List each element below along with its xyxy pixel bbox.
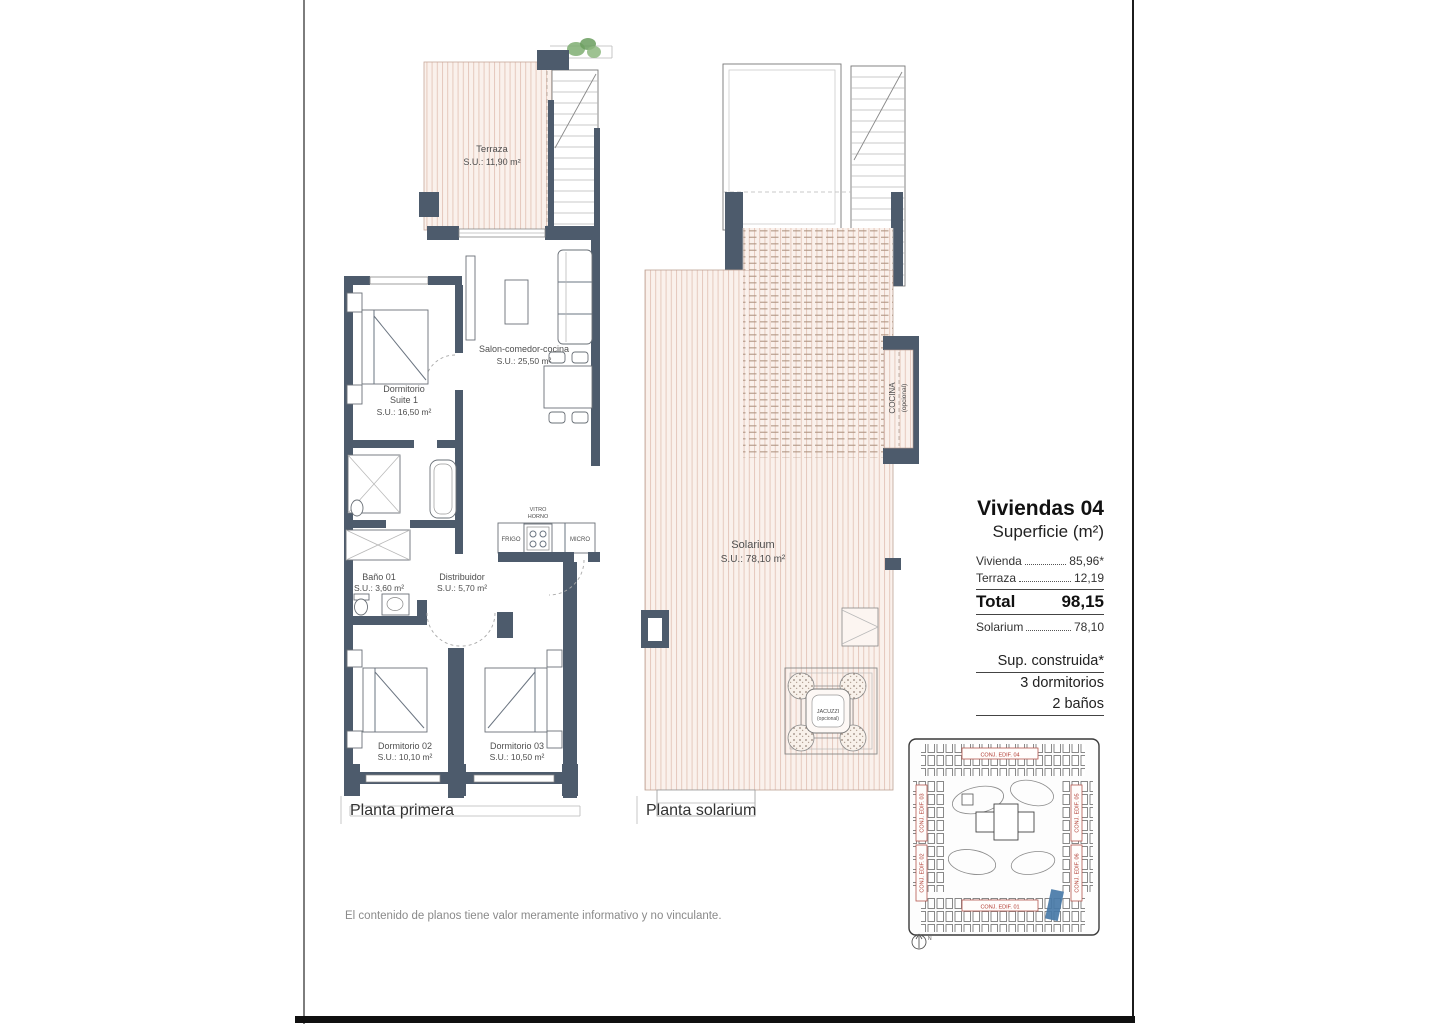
compass-icon (912, 934, 932, 949)
banos-count: 2 baños (976, 694, 1104, 716)
cocina-opcional (883, 336, 919, 464)
dorm03-area: S.U.: 10,50 m² (489, 752, 545, 762)
suite-label-2: Suite 1 (389, 395, 419, 405)
salon-label: Salon-comedor-cocina (478, 344, 570, 354)
suite-label-1: Dormitorio (383, 384, 425, 394)
edif03-label: CONJ. EDIF. 03 (919, 793, 926, 833)
info-subtitle: Superficie (m²) (992, 522, 1104, 541)
dot-leader (1019, 581, 1071, 582)
planta-primera-plan (341, 38, 612, 824)
dorm03-window (474, 775, 554, 782)
edif06-label: CONJ. EDIF. 06 (1074, 853, 1081, 893)
solarium-label: Solarium (731, 539, 775, 551)
dormitorios-count: 3 dormitorios (1020, 675, 1104, 691)
row-solarium-value: 78,10 (1073, 620, 1104, 634)
row-vivienda-value: 85,96* (1069, 554, 1104, 568)
frigo-label: FRIGO (501, 537, 521, 543)
bano-label: Baño 01 (362, 572, 396, 582)
dorm03-label: Dormitorio 03 (489, 741, 545, 751)
dorm02-label: Dormitorio 02 (377, 741, 433, 751)
suite-bathroom (346, 455, 456, 560)
bano-area: S.U.: 3,60 m² (353, 583, 405, 593)
bano-fixtures (354, 594, 409, 615)
pergola (743, 228, 893, 458)
total-label: Total (976, 592, 1016, 611)
row-vivienda (976, 553, 1104, 570)
cocina-sub-label: (opcional) (901, 383, 908, 413)
row-terraza-label: Terraza (976, 571, 1017, 585)
north-label: N (928, 936, 932, 942)
dorm02-area: S.U.: 10,10 m² (377, 752, 433, 762)
suite-window (370, 277, 428, 284)
jacuzzi-label: JACUZZI (816, 709, 840, 715)
micro-label: MICRO (570, 537, 590, 543)
total-value: 98,15 (1061, 592, 1104, 611)
planta-primera-caption: Planta primera (350, 802, 455, 819)
jacuzzi-sub-label: (opcional) (817, 716, 839, 722)
kitchen-counter (498, 507, 595, 553)
sup-construida: Sup. construida* (976, 651, 1104, 673)
sofa (558, 250, 592, 344)
terraza-label: Terraza (476, 144, 508, 155)
dot-leader (1026, 630, 1071, 631)
row-terraza (976, 570, 1104, 587)
plant-icon (567, 38, 601, 58)
planta-solarium-plan (637, 64, 919, 824)
vitro-label: VITRO (529, 507, 547, 513)
row-solarium-label: Solarium (976, 620, 1024, 634)
chimney-box (641, 610, 669, 648)
dot-leader (1025, 564, 1066, 565)
row-vivienda-label: Vivienda (976, 554, 1022, 568)
cocina-label: COCINA (888, 382, 897, 414)
site-plan (909, 739, 1099, 949)
distrib-area: S.U.: 5,70 m² (436, 583, 488, 593)
suite-area: S.U.: 16,50 m² (376, 407, 432, 417)
planta-solarium-caption: Planta solarium (646, 802, 757, 819)
stairs-primera (548, 70, 600, 230)
edif02-label: CONJ. EDIF. 02 (919, 853, 926, 893)
dorm02-bed (347, 650, 427, 748)
dorm02-window (366, 775, 440, 782)
row-solarium (976, 619, 1104, 636)
distrib-label: Distribuidor (439, 572, 485, 582)
disclaimer-text: El contenido de planos tiene valor meramente informativo y no vinculante. (345, 910, 722, 922)
edif04-label: CONJ. EDIF. 04 (980, 752, 1020, 759)
solarium-area: S.U.: 78,10 m² (720, 554, 786, 565)
salon-area: S.U.: 25,50 m² (496, 356, 552, 366)
horno-label: HORNO (527, 514, 549, 520)
info-title: Viviendas 04 (977, 497, 1104, 520)
tv-unit (466, 256, 475, 340)
edif01-label: CONJ. EDIF. 01 (980, 904, 1020, 911)
row-terraza-value: 12,19 (1073, 571, 1104, 585)
coffee-table (505, 280, 528, 324)
shower-box (842, 608, 878, 646)
edif05-label: CONJ. EDIF. 05 (1074, 793, 1081, 833)
dorm03-bed (485, 650, 562, 748)
terraza-area: S.U.: 11,90 m² (463, 157, 521, 167)
info-panel (976, 497, 1104, 716)
row-total (976, 589, 1104, 615)
